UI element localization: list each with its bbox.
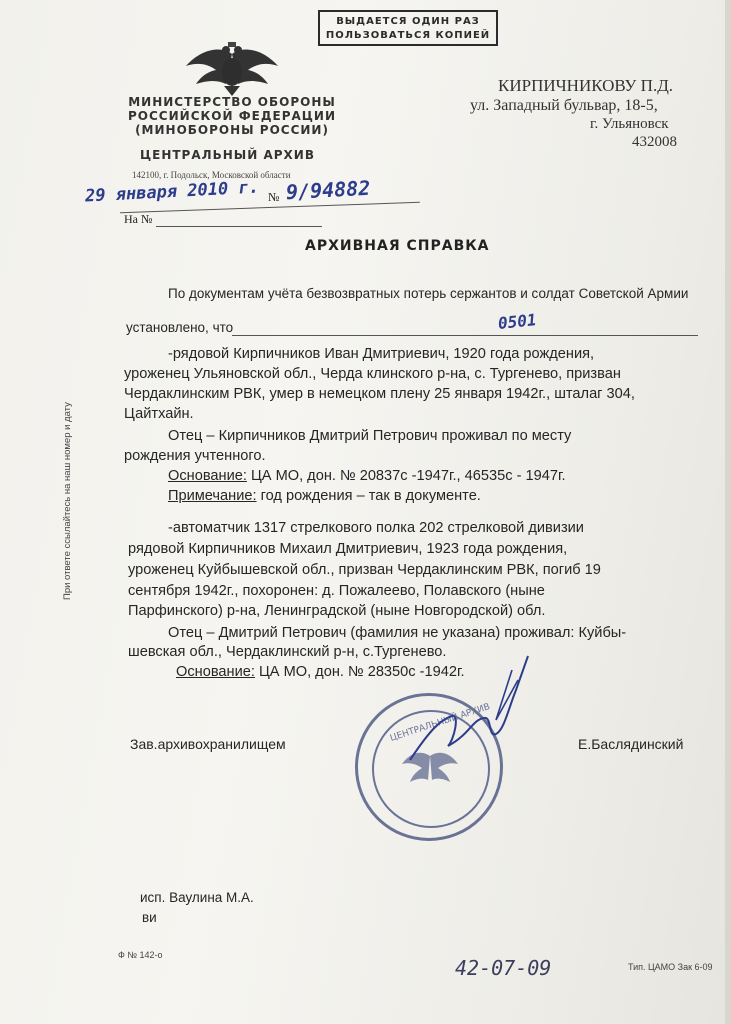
- entry2-line-1: -автоматчик 1317 стрелкового полка 202 стрелковой дивизии: [168, 520, 584, 536]
- ministry-line-2: РОССИЙСКОЙ ФЕДЕРАЦИИ: [128, 109, 337, 123]
- intro-line-1: По документам учёта безвозвратных потерь сержантов и солдат Советской Армии: [168, 286, 689, 301]
- entry2-father-line-2: шевская обл., Чердаклинский р-н, с.Тургенево.: [128, 644, 447, 660]
- executor-line-1: исп. Ваулина М.А.: [140, 890, 254, 905]
- entry1-line-2: уроженец Ульяновской обл., Черда клинского р-на, с. Тургенево, призван: [124, 366, 621, 382]
- signature-position: Зав.архивохранилищем: [130, 736, 286, 752]
- entry2-line-5: Парфинского) р-на, Ленинградской (ныне Новгородской) обл.: [128, 603, 546, 619]
- entry1-note: [168, 488, 481, 504]
- reference-label: На №: [124, 212, 153, 226]
- side-note: При ответе ссылайтесь на наш номер и дату: [62, 402, 73, 600]
- executor-line-2: ви: [142, 910, 157, 925]
- entry1-father-line-1: Отец – Кирпичников Дмитрий Петрович проживал по месту: [168, 428, 572, 444]
- recipient-zip: 432008: [632, 134, 677, 150]
- seal-text: ЦЕНТРАЛЬНЫЙ АРХИВ: [389, 702, 492, 744]
- entry1-basis-label: Основание:: [168, 468, 247, 484]
- ministry-line-1: МИНИСТЕРСТВО ОБОРОНЫ: [128, 95, 336, 109]
- recipient-name: КИРПИЧНИКОВУ П.Д.: [498, 76, 674, 95]
- entry2-line-2: рядовой Кирпичников Михаил Дмитриевич, 1923 года рождения,: [128, 541, 568, 557]
- handwritten-note: 0501: [497, 310, 538, 333]
- entry2-basis-label: Основание:: [176, 664, 255, 680]
- print-info: Тип. ЦАМО Зак 6-09: [628, 962, 713, 972]
- entry1-line-4: Цайтхайн.: [124, 406, 194, 422]
- form-number: Ф № 142-о: [118, 950, 163, 960]
- copy-restriction-stamp: [318, 10, 498, 46]
- handwritten-date: 42-07-09: [455, 956, 552, 980]
- recipient-city: г. Ульяновск: [590, 116, 669, 132]
- document-date: 29 января 2010 г.: [84, 177, 260, 207]
- stamp-line-1: ВЫДАЕТСЯ ОДИН РАЗ: [336, 16, 480, 27]
- eagle-emblem-icon: [182, 40, 282, 96]
- entry1-father-line-2: рождения учтенного.: [124, 448, 266, 464]
- stamp-line-2: ПОЛЬЗОВАТЬСЯ КОПИЕЙ: [325, 30, 491, 41]
- entry1-basis-text: ЦА МО, дон. № 20837с -1947г., 46535с - 1947г.: [250, 468, 566, 484]
- entry2-line-3: уроженец Куйбышевской обл., призван Чердаклинским РВК, погиб 19: [128, 562, 601, 578]
- ministry-header: [128, 95, 336, 137]
- recipient-street: ул. Западный бульвар, 18-5,: [470, 97, 658, 114]
- entry1-note-label: Примечание:: [168, 488, 257, 504]
- archive-name: ЦЕНТРАЛЬНЫЙ АРХИВ: [140, 148, 315, 162]
- entry1-note-text: год рождения – так в документе.: [260, 488, 481, 504]
- signature-scribble-icon: [400, 650, 540, 780]
- intro-underline: [232, 335, 698, 336]
- reference-underline: [156, 226, 322, 227]
- entry1-basis: [168, 468, 566, 484]
- archive-address: 142100, г. Подольск, Московской области: [132, 170, 291, 180]
- entry2-basis-text: ЦА МО, дон. № 28350с -1942г.: [258, 664, 465, 680]
- ministry-line-3: (МИНОБОРОНЫ РОССИИ): [135, 123, 329, 137]
- entry2-father-line-1: Отец – Дмитрий Петрович (фамилия не указана) проживал: Куйбы-: [168, 625, 627, 641]
- signature-name: Е.Баслядинский: [578, 736, 684, 752]
- document-number: 9/94882: [285, 175, 371, 205]
- document-title: АРХИВНАЯ СПРАВКА: [305, 238, 490, 254]
- entry1-line-3: Чердаклинским РВК, умер в немецком плену 25 января 1942г., шталаг 304,: [124, 386, 635, 402]
- entry2-line-4: сентября 1942г., похоронен: д. Пожалеево, Полавского (ныне: [128, 583, 545, 599]
- intro-line-2: установлено, что: [126, 320, 234, 335]
- entry1-line-1: -рядовой Кирпичников Иван Дмитриевич, 1920 года рождения,: [168, 346, 595, 362]
- number-label: №: [268, 190, 280, 204]
